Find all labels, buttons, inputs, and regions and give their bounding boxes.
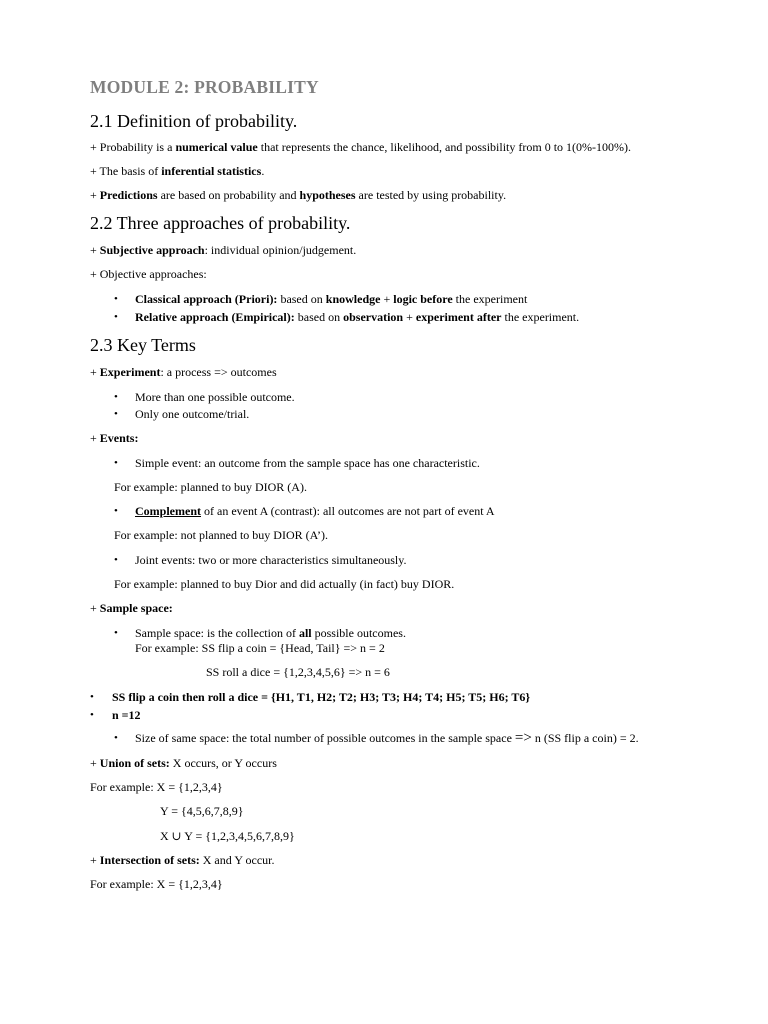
text: that represents the chance, likelihood, and possibility from 0 to 1(0%-100%). bbox=[257, 140, 632, 154]
s22-bullet-relative bbox=[135, 310, 579, 325]
bullet-dot: • bbox=[114, 627, 118, 639]
size-of-space-bullet bbox=[135, 731, 639, 746]
text: + bbox=[380, 292, 394, 306]
bullet-dot: • bbox=[114, 391, 118, 403]
bold-term: knowledge bbox=[325, 292, 381, 306]
bold-term: experiment after bbox=[415, 310, 502, 324]
intersection-example-x: For example: X = {1,2,3,4} bbox=[90, 877, 223, 891]
text: based on bbox=[294, 310, 344, 324]
text: + bbox=[90, 601, 100, 615]
text: . bbox=[261, 164, 265, 178]
text: : a process => outcomes bbox=[160, 365, 277, 379]
complement-bullet bbox=[135, 504, 495, 519]
s21-paragraph-1 bbox=[90, 140, 631, 155]
text: + bbox=[90, 756, 100, 770]
experiment-bullet-1: More than one possible outcome. bbox=[135, 390, 295, 404]
text: possible outcomes. bbox=[311, 626, 406, 640]
text: X and Y occur. bbox=[199, 853, 275, 867]
bold-term: hypotheses bbox=[299, 188, 356, 202]
joint-events-bullet: Joint events: two or more characteristics simultaneously. bbox=[135, 553, 407, 567]
simple-event-example: For example: planned to buy DIOR (A). bbox=[114, 480, 307, 494]
text: Size of same space: the total number of possible outcomes in the sample space bbox=[135, 731, 515, 745]
union-example-y: Y = {4,5,6,7,8,9} bbox=[160, 804, 244, 818]
bold-term: observation bbox=[343, 310, 404, 324]
sample-space-example-1: For example: SS flip a coin = {Head, Tail} => n = 2 bbox=[135, 641, 385, 655]
intersection-line bbox=[90, 853, 275, 868]
text: Sample space: is the collection of bbox=[135, 626, 299, 640]
text: X occurs, or Y occurs bbox=[169, 756, 277, 770]
bullet-dot: • bbox=[114, 505, 118, 517]
bold-term: Subjective approach bbox=[99, 243, 205, 257]
s21-paragraph-3 bbox=[90, 188, 506, 203]
bold-term: numerical value bbox=[175, 140, 258, 154]
text: + bbox=[90, 188, 100, 202]
sample-space-example-2: SS roll a dice = {1,2,3,4,5,6} => n = 6 bbox=[206, 665, 390, 679]
text: the experiment bbox=[452, 292, 528, 306]
page-title: MODULE 2: PROBABILITY bbox=[90, 77, 319, 97]
coin-dice-sample-space: SS flip a coin then roll a dice = {H1, T1, H2; T2; H3; T3; H4; T4; H5; T5; H6; T6} bbox=[112, 690, 531, 704]
text: n (SS flip a coin) = 2. bbox=[531, 731, 639, 745]
sample-space-bullet bbox=[135, 626, 406, 641]
text: + bbox=[403, 310, 416, 324]
bold-term: Intersection of sets: bbox=[99, 853, 200, 867]
bold-term: Events: bbox=[99, 431, 139, 445]
section-2-3-heading: 2.3 Key Terms bbox=[90, 335, 196, 355]
bold-term: all bbox=[298, 626, 312, 640]
bold-term: Union of sets: bbox=[99, 756, 170, 770]
text: + bbox=[90, 243, 100, 257]
bold-term: inferential statistics bbox=[161, 164, 262, 178]
bullet-dot: • bbox=[114, 293, 118, 305]
bullet-dot: • bbox=[114, 732, 118, 744]
bullet-dot: • bbox=[114, 408, 118, 420]
text: + Probability is a bbox=[90, 140, 176, 154]
bold-term: Predictions bbox=[99, 188, 158, 202]
text: : individual opinion/judgement. bbox=[204, 243, 357, 257]
simple-event-bullet: Simple event: an outcome from the sample space has one characteristic. bbox=[135, 456, 480, 470]
bullet-dot: • bbox=[114, 554, 118, 566]
bullet-dot: • bbox=[114, 311, 118, 323]
bullet-dot: • bbox=[114, 457, 118, 469]
text: of an event A (contrast): all outcomes are not part of event A bbox=[201, 504, 495, 518]
text: the experiment. bbox=[501, 310, 580, 324]
joint-events-example: For example: planned to buy Dior and did actually (in fact) buy DIOR. bbox=[114, 577, 455, 591]
n-equals-12: n =12 bbox=[112, 708, 141, 722]
text: are based on probability and bbox=[157, 188, 300, 202]
bold-term: Complement bbox=[135, 504, 201, 518]
union-example-result: X ∪ Y = {1,2,3,4,5,6,7,8,9} bbox=[160, 829, 295, 843]
text: + bbox=[90, 365, 100, 379]
bold-term: Experiment bbox=[99, 365, 161, 379]
text: + bbox=[90, 853, 100, 867]
bold-term: logic before bbox=[393, 292, 453, 306]
experiment-bullet-2: Only one outcome/trial. bbox=[135, 407, 250, 421]
text: => bbox=[514, 730, 532, 746]
text: + bbox=[90, 431, 100, 445]
bold-term: Sample space: bbox=[99, 601, 173, 615]
text: are tested by using probability. bbox=[355, 188, 507, 202]
sample-space-line bbox=[90, 601, 173, 616]
bullet-dot: • bbox=[90, 709, 94, 721]
s22-paragraph-1 bbox=[90, 243, 356, 258]
complement-example: For example: not planned to buy DIOR (A’). bbox=[114, 528, 328, 542]
section-2-2-heading: 2.2 Three approaches of probability. bbox=[90, 213, 351, 233]
union-line bbox=[90, 756, 277, 771]
section-2-1-heading: 2.1 Definition of probability. bbox=[90, 111, 298, 131]
text: + The basis of bbox=[90, 164, 162, 178]
bold-term: Classical approach (Priori): bbox=[135, 292, 278, 306]
s22-bullet-classical bbox=[135, 292, 527, 307]
events-line bbox=[90, 431, 138, 446]
text: based on bbox=[277, 292, 326, 306]
union-example-x: For example: X = {1,2,3,4} bbox=[90, 780, 223, 794]
experiment-line bbox=[90, 365, 277, 380]
s22-paragraph-2: + Objective approaches: bbox=[90, 267, 207, 281]
s21-paragraph-2 bbox=[90, 164, 264, 179]
bullet-dot: • bbox=[90, 691, 94, 703]
bold-term: Relative approach (Empirical): bbox=[135, 310, 295, 324]
